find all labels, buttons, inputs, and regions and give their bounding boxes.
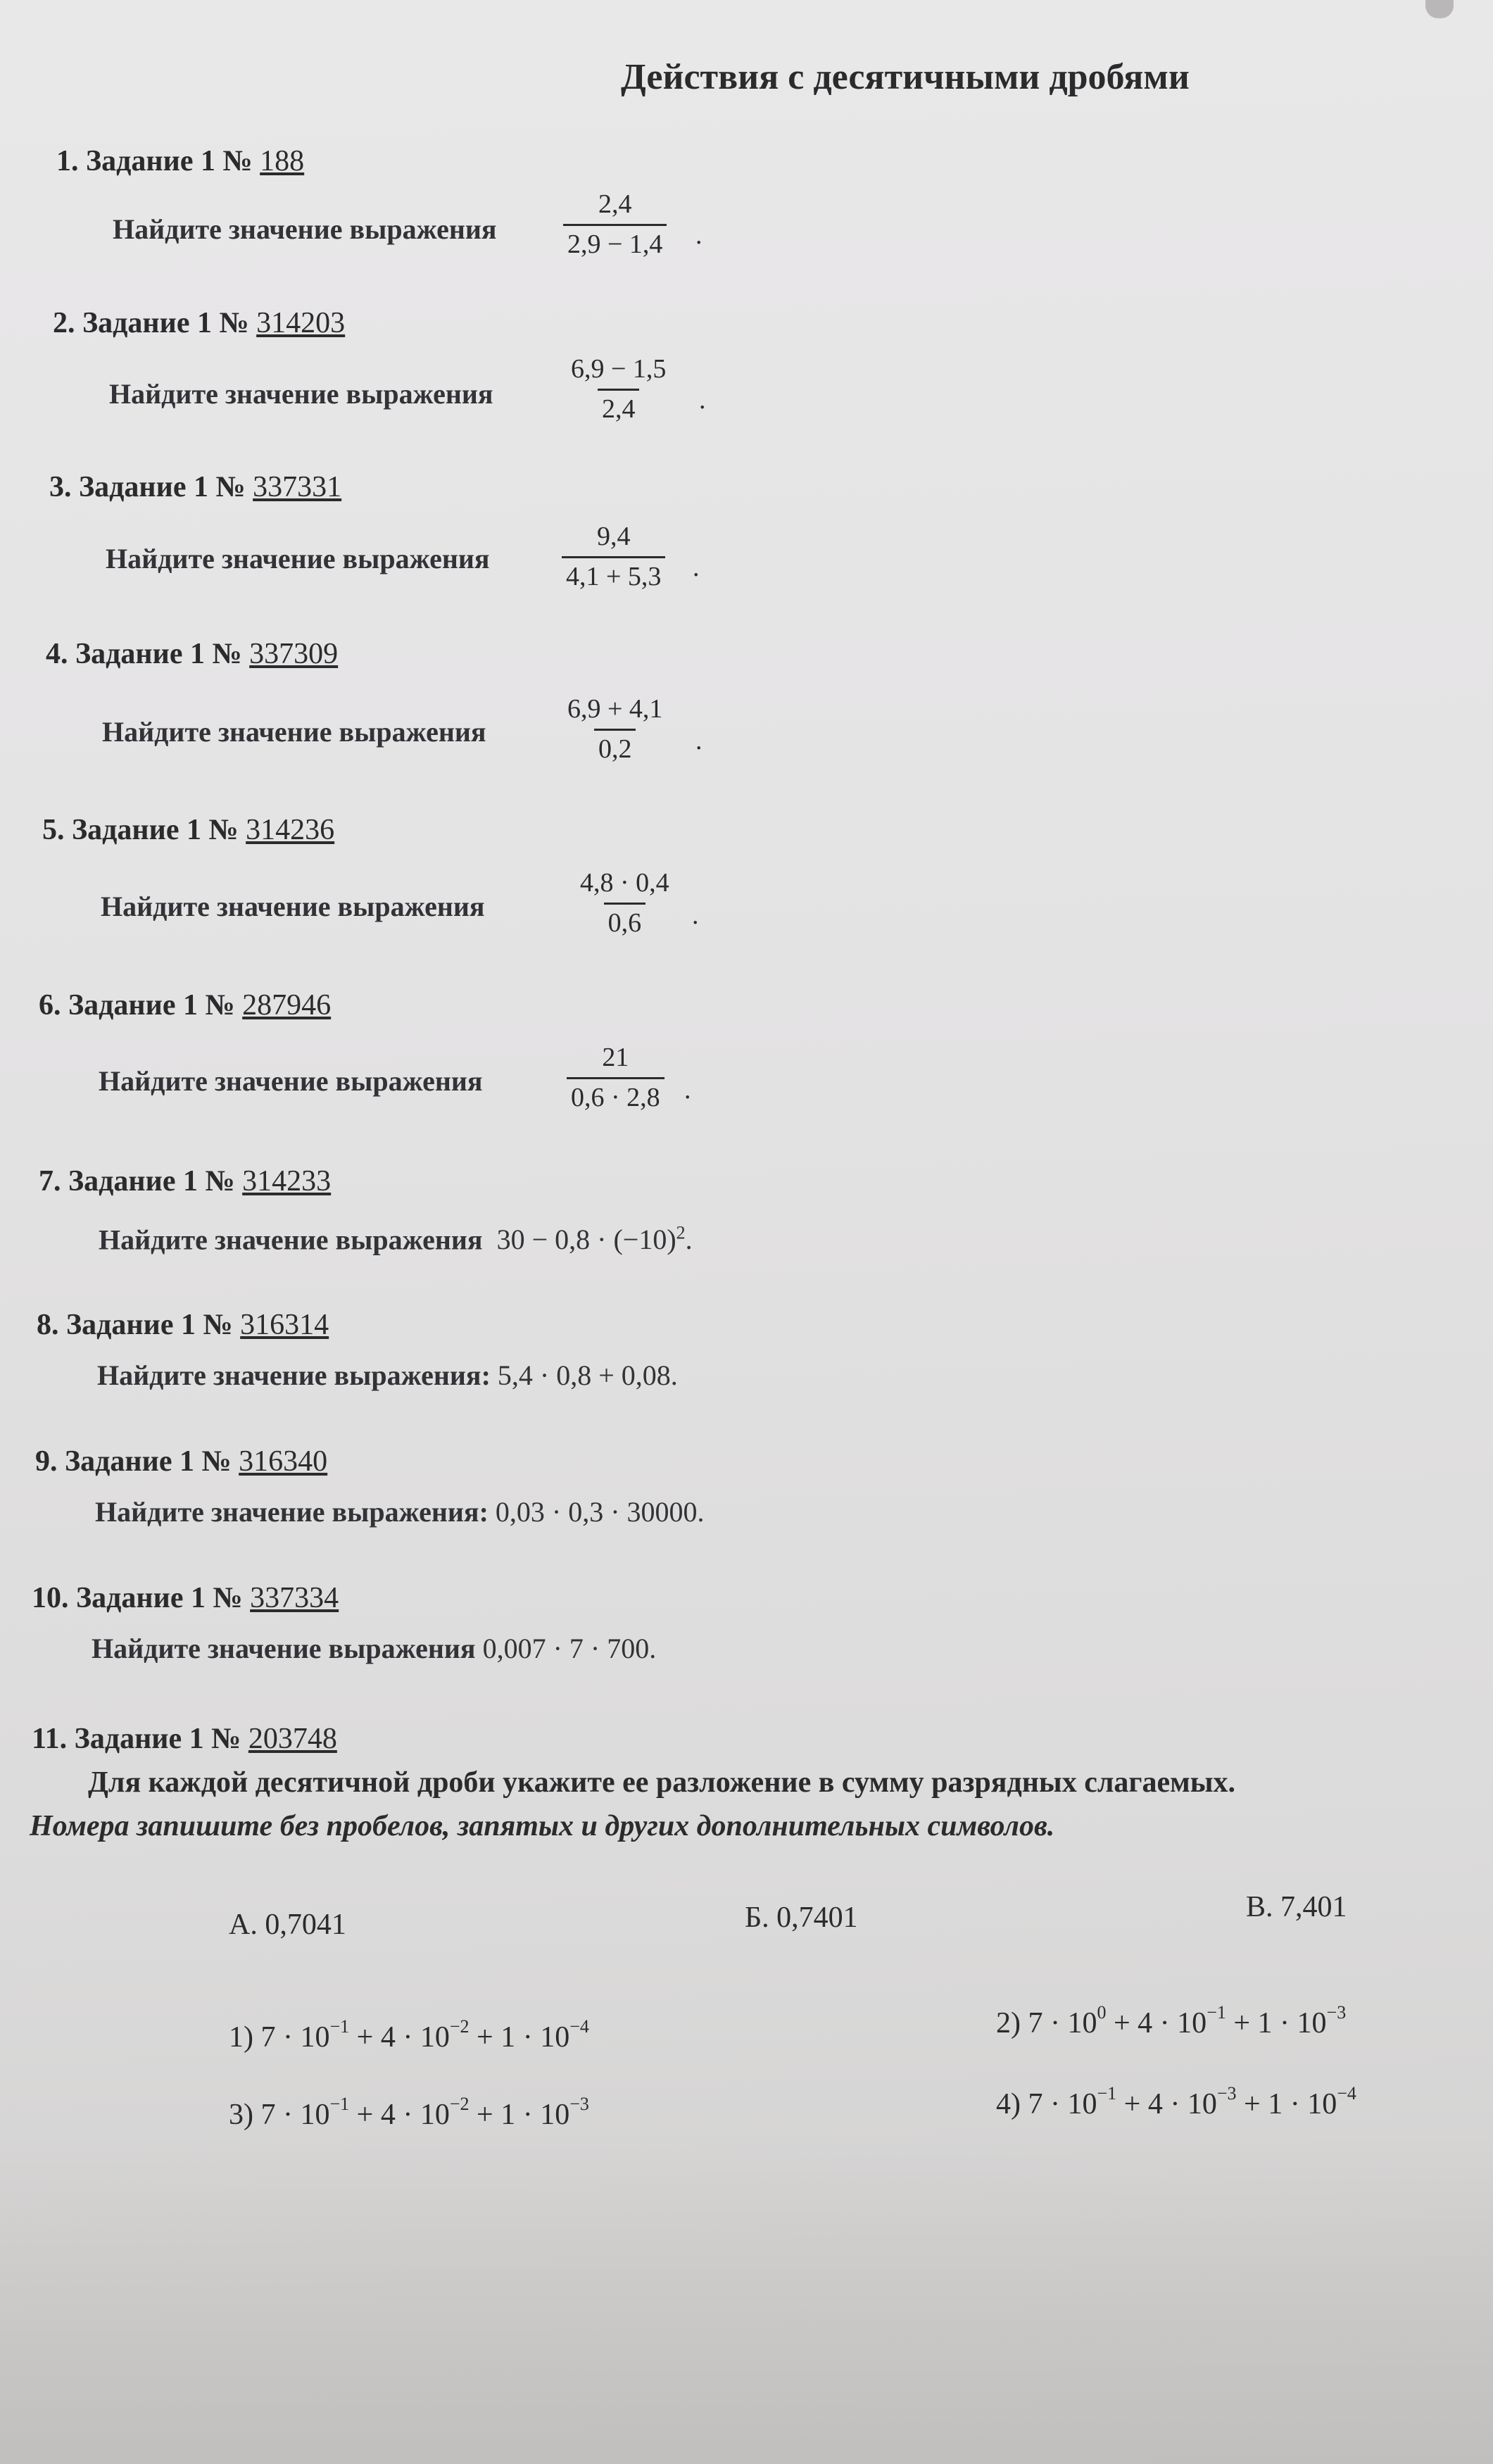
term: 7 · 10 — [1028, 2088, 1097, 2120]
exponent: −3 — [569, 2094, 589, 2114]
task-note: Номера запишите без пробелов, запятых и других дополнительных символов. — [30, 1810, 1055, 1842]
fraction-6 — [567, 1042, 664, 1114]
task-label: 1. Задание 1 № — [56, 145, 253, 177]
term: + 1 · 10 — [1236, 2088, 1337, 2120]
task-prompt-7 — [99, 1223, 693, 1256]
answer-4 — [996, 2083, 1356, 2121]
task-label: 2. Задание 1 № — [53, 307, 249, 339]
task-number-link[interactable]: 337334 — [250, 1582, 339, 1614]
exponent: −1 — [329, 2016, 350, 2037]
task-label: 7. Задание 1 № — [39, 1165, 235, 1198]
term: + 1 · 10 — [469, 2099, 570, 2131]
term: 7 · 10 — [260, 2099, 330, 2131]
task-heading-8 — [37, 1308, 329, 1342]
task-prompt-3: Найдите значение выражения — [106, 543, 490, 574]
answer-label: 2) — [996, 2007, 1021, 2039]
task-number-link[interactable]: 316340 — [239, 1445, 328, 1478]
option-b: Б. 0,7401 — [745, 1902, 858, 1934]
task-number-link[interactable]: 316314 — [240, 1309, 329, 1341]
expression: 0,007 · 7 · 700. — [482, 1633, 657, 1664]
task-label: 11. Задание 1 № — [32, 1723, 241, 1755]
exponent: 2 — [676, 1223, 686, 1243]
answer-label: 4) — [996, 2088, 1021, 2120]
term: + 4 · 10 — [349, 2021, 450, 2054]
term: + 4 · 10 — [349, 2099, 450, 2131]
period: . — [695, 726, 703, 755]
prompt-text: Найдите значение выражения: — [97, 1359, 491, 1391]
denominator: 4,1 + 5,3 — [562, 556, 665, 593]
task-label: 3. Задание 1 № — [49, 471, 246, 503]
fraction-4 — [563, 693, 667, 765]
prompt-text: Найдите значение выражения — [92, 1633, 476, 1664]
exponent: −3 — [1216, 2083, 1237, 2104]
task-number-link[interactable]: 287946 — [242, 989, 332, 1022]
exponent: −4 — [569, 2016, 589, 2037]
exponent: 0 — [1097, 2002, 1107, 2023]
fraction-2 — [567, 353, 670, 425]
period: . — [695, 220, 703, 250]
term: + 1 · 10 — [1226, 2007, 1327, 2039]
expression — [497, 1224, 693, 1255]
task-prompt-5: Найдите значение выражения — [101, 891, 485, 922]
task-heading-1 — [56, 144, 304, 178]
task-prompt-8 — [97, 1359, 678, 1392]
task-number-link[interactable]: 314236 — [246, 814, 335, 846]
period: . — [699, 385, 706, 415]
numerator: 6,9 + 4,1 — [567, 694, 663, 724]
task-heading-5 — [42, 813, 334, 847]
task-prompt-1: Найдите значение выражения — [113, 213, 497, 245]
task-label: 5. Задание 1 № — [42, 814, 239, 846]
answer-1 — [229, 2016, 589, 2054]
exponent: −2 — [449, 2016, 470, 2037]
term: + 1 · 10 — [469, 2021, 570, 2054]
exponent: −1 — [1097, 2083, 1117, 2104]
term: 7 · 10 — [260, 2021, 330, 2054]
bottom-shadow — [0, 2133, 1493, 2464]
exponent: −1 — [329, 2094, 350, 2114]
task-number-link[interactable]: 314203 — [256, 307, 346, 339]
task-number-link[interactable]: 188 — [260, 145, 305, 177]
task-heading-9 — [35, 1445, 327, 1478]
fraction-1 — [563, 189, 667, 260]
exponent: −3 — [1326, 2002, 1347, 2023]
task-heading-10 — [32, 1581, 339, 1615]
task-label: 6. Задание 1 № — [39, 989, 235, 1022]
numerator: 21 — [602, 1043, 629, 1072]
term: 7 · 10 — [1028, 2007, 1097, 2039]
task-number-link[interactable]: 314233 — [242, 1165, 332, 1198]
denominator: 0,2 — [594, 729, 636, 766]
task-heading-11 — [32, 1722, 337, 1756]
task-prompt-4: Найдите значение выражения — [102, 716, 486, 748]
numerator: 2,4 — [598, 189, 632, 219]
page-title: Действия с десятичными дробями — [621, 57, 1190, 97]
exponent: −2 — [449, 2094, 470, 2114]
denominator: 2,4 — [598, 389, 640, 426]
task-label: 10. Задание 1 № — [32, 1582, 243, 1614]
task-number-link[interactable]: 203748 — [248, 1723, 337, 1755]
answer-3 — [229, 2094, 589, 2132]
task-heading-7 — [39, 1164, 331, 1198]
task-prompt-10 — [92, 1632, 656, 1665]
expression-main: 30 − 0,8 · (−10) — [496, 1224, 676, 1256]
task-instructions: Для каждой десятичной дроби укажите ее разложение в сумму разрядных слагаемых. — [88, 1766, 1236, 1799]
task-prompt-9 — [95, 1495, 705, 1528]
task-heading-3 — [49, 470, 341, 504]
expression: 5,4 · 0,8 + 0,08. — [497, 1359, 678, 1391]
numerator: 6,9 − 1,5 — [571, 354, 667, 384]
period: . — [684, 1075, 691, 1105]
expression: 0,03 · 0,3 · 30000. — [495, 1496, 705, 1528]
numerator: 4,8 · 0,4 — [580, 868, 669, 898]
task-prompt-2: Найдите значение выражения — [109, 378, 493, 410]
numerator: 9,4 — [596, 522, 631, 551]
period: . — [685, 1224, 693, 1256]
fraction-5 — [576, 867, 674, 939]
denominator: 2,9 − 1,4 — [563, 224, 667, 261]
task-label: 9. Задание 1 № — [35, 1445, 232, 1478]
task-label: 8. Задание 1 № — [37, 1309, 233, 1341]
task-number-link[interactable]: 337309 — [249, 638, 339, 670]
denominator: 0,6 — [604, 903, 646, 940]
period: . — [692, 900, 699, 930]
option-c: В. 7,401 — [1246, 1891, 1347, 1923]
denominator: 0,6 · 2,8 — [567, 1077, 664, 1114]
term: + 4 · 10 — [1116, 2088, 1217, 2120]
period: . — [693, 553, 700, 582]
task-number-link[interactable]: 337331 — [253, 471, 342, 503]
task-prompt-6: Найдите значение выражения — [99, 1065, 483, 1097]
prompt-text: Найдите значение выражения — [99, 1224, 483, 1256]
task-heading-6 — [39, 988, 331, 1022]
exponent: −1 — [1207, 2002, 1226, 2023]
exponent: −4 — [1337, 2083, 1356, 2104]
task-heading-4 — [46, 637, 338, 671]
task-label: 4. Задание 1 № — [46, 638, 242, 670]
option-a: А. 0,7041 — [229, 1909, 346, 1941]
answer-label: 1) — [229, 2021, 253, 2054]
answer-2 — [996, 2002, 1347, 2040]
fraction-3 — [562, 521, 665, 593]
task-heading-2 — [53, 306, 345, 340]
term: + 4 · 10 — [1106, 2007, 1207, 2039]
prompt-text: Найдите значение выражения: — [95, 1496, 489, 1528]
answer-label: 3) — [229, 2099, 253, 2131]
